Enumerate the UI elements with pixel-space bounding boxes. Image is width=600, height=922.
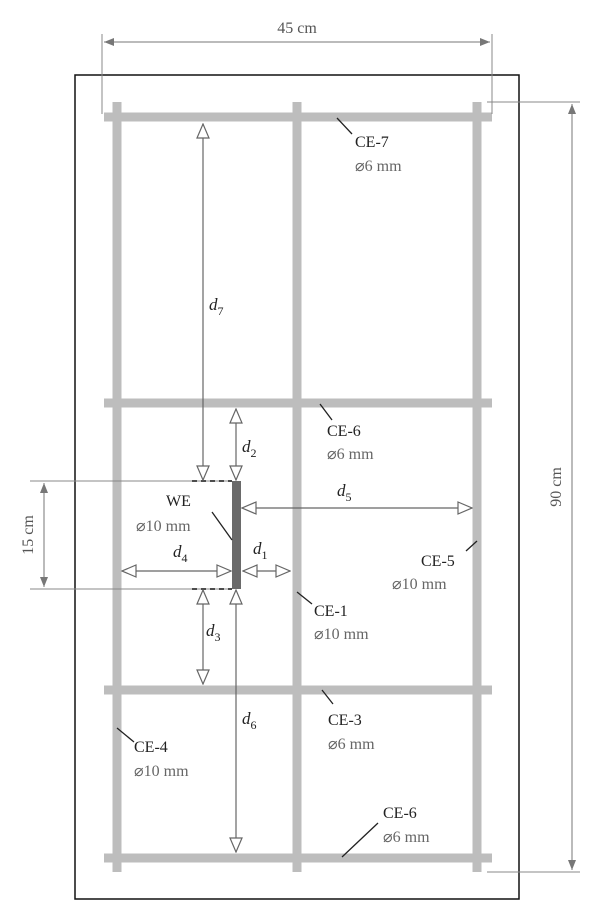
width-dimension — [102, 20, 492, 114]
ce7-diameter: ⌀6 mm — [355, 158, 402, 175]
ce7-name: CE-7 — [355, 134, 389, 151]
d4-label: $d_4$ — [173, 542, 188, 565]
we-name: WE — [166, 493, 191, 510]
ce5-diameter: ⌀10 mm — [392, 576, 447, 593]
ce3-diameter: ⌀6 mm — [328, 736, 375, 753]
d5-label: $d_5$ — [337, 481, 352, 504]
height-dimension — [487, 102, 580, 872]
ce1-diameter: ⌀10 mm — [314, 626, 369, 643]
height-label: 90 cm — [548, 467, 565, 507]
ce3-name: CE-3 — [328, 712, 362, 729]
d2-label: $d_2$ — [242, 437, 257, 460]
rebar-grid — [104, 102, 492, 872]
working-electrode-bar — [232, 481, 241, 589]
ce6-lower-leader — [342, 823, 378, 857]
ce5-name: CE-5 — [421, 553, 455, 570]
d7-label: $d_7$ — [209, 295, 224, 318]
ce4-diameter: ⌀10 mm — [134, 763, 189, 780]
ce1-name: CE-1 — [314, 603, 348, 620]
width-label: 45 cm — [277, 20, 317, 37]
ce6-upper-name: CE-6 — [327, 423, 361, 440]
we-diameter: ⌀10 mm — [136, 518, 191, 535]
ce4-name: CE-4 — [134, 739, 168, 756]
d1-label: $d_1$ — [253, 539, 268, 562]
d6-label: $d_6$ — [242, 709, 257, 732]
d3-label: $d_3$ — [206, 621, 221, 644]
we-span-label: 15 cm — [20, 515, 37, 555]
ce6-upper-diameter: ⌀6 mm — [327, 446, 374, 463]
we-span-dimension — [20, 481, 232, 589]
we-leader — [212, 512, 232, 540]
ce6-lower-diameter: ⌀6 mm — [383, 829, 430, 846]
ce6-lower-name: CE-6 — [383, 805, 417, 822]
